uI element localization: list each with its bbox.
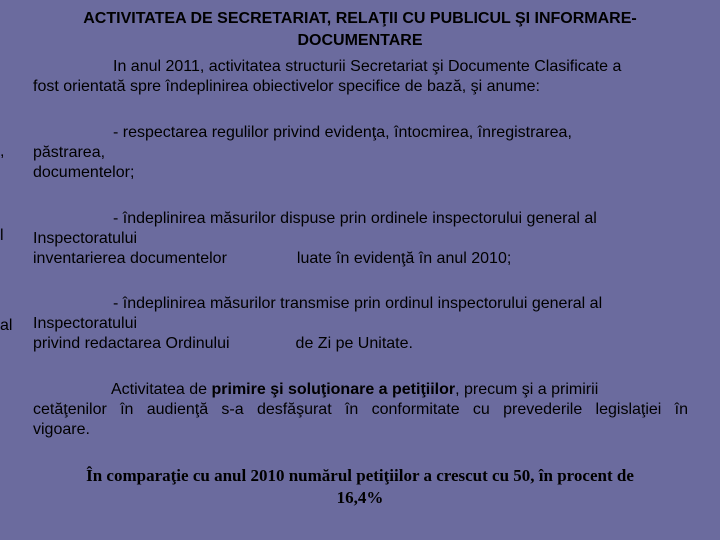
bullet-line: - îndeplinirea măsurilor dispuse prin ordinele inspectorului general al xyxy=(113,210,597,227)
activity-text: Activitatea de xyxy=(111,381,212,398)
left-margin-fragment: , xyxy=(0,143,5,160)
activity-line: vigoare. xyxy=(33,421,90,438)
left-margin-fragment: al xyxy=(0,317,13,334)
bullet-line: - respectarea regulilor privind evidenţa, întocmirea, înregistrarea, xyxy=(113,124,572,141)
activity-emphasis: primire şi soluţionare a petiţiilor xyxy=(211,381,456,398)
bullet-line: inventarierea documentelor xyxy=(33,250,227,267)
bullet-line: documentelor; xyxy=(33,164,135,181)
bullet-item xyxy=(33,123,688,183)
bullet-line: Inspectoratului xyxy=(33,230,138,247)
intro-paragraph xyxy=(33,57,688,97)
activity-text: , precum şi a primirii xyxy=(455,381,599,398)
intro-line: In anul 2011, activitatea structurii Secretariat şi Documente Clasificate a xyxy=(113,58,622,75)
intro-line: fost orientată spre îndeplinirea obiectivelor specifice de bază, şi anume: xyxy=(33,78,540,95)
page-title: ACTIVITATEA DE SECRETARIAT, RELAŢII CU PUBLICUL ŞI INFORMARE-DOCUMENTARE xyxy=(83,10,637,49)
bullet-line: privind redactarea Ordinului xyxy=(33,335,230,352)
bullet-line: păstrarea, xyxy=(33,144,106,161)
conclusion-line: 16,4% xyxy=(336,488,384,507)
bullet-item xyxy=(33,294,688,354)
conclusion-paragraph xyxy=(30,465,690,509)
bullet-line: - îndeplinirea măsurilor transmise prin ordinul inspectorului general al xyxy=(113,295,603,312)
left-margin-fragment: l xyxy=(0,227,4,244)
activity-paragraph xyxy=(33,380,688,440)
bullet-line: luate în evidenţă în anul 2010; xyxy=(296,250,512,267)
bullet-line: Inspectoratului xyxy=(33,315,138,332)
conclusion-line: În comparaţie cu anul 2010 numărul petiţiilor a crescut cu 50, în procent de xyxy=(86,466,634,485)
activity-line: cetăţenilor în audienţă s-a desfăşurat în conformitate cu prevederile legislaţiei în xyxy=(33,401,688,418)
bullet-line: de Zi pe Unitate. xyxy=(295,335,413,352)
bullet-item xyxy=(33,209,688,269)
